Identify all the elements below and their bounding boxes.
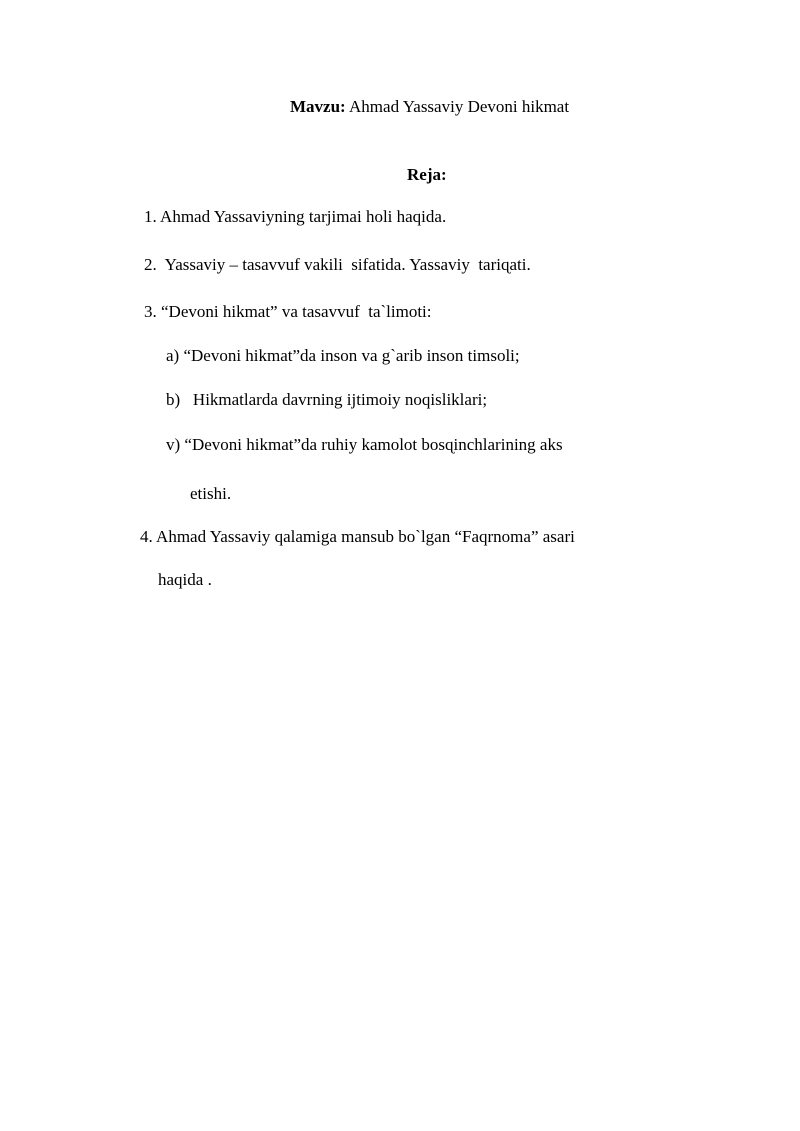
title-label: Mavzu: bbox=[290, 97, 346, 116]
plan-item-4: 4. Ahmad Yassaviy qalamiga mansub bo`lgan “Faqrnoma” asari bbox=[140, 527, 575, 546]
plan-item-4-continued: haqida . bbox=[158, 570, 212, 589]
document-title bbox=[273, 77, 569, 137]
title-text: Ahmad Yassaviy Devoni hikmat bbox=[345, 97, 570, 116]
plan-subitem-b: b) Hikmatlarda davrning ijtimoiy noqisliklari; bbox=[166, 390, 488, 409]
plan-item-1: 1. Ahmad Yassaviyning tarjimai holi haqida. bbox=[144, 207, 447, 226]
plan-subitem-v-continued: etishi. bbox=[190, 484, 232, 503]
plan-item-2: 2. Yassaviy – tasavvuf vakili sifatida. Yassaviy tariɋati. bbox=[144, 255, 531, 274]
plan-item-3: 3. “Devoni hikmat” va tasavvuf ta`limoti: bbox=[144, 302, 432, 321]
plan-heading: Reja: bbox=[407, 165, 447, 184]
plan-subitem-a: a) “Devoni hikmat”da inson va g`arib inson timsoli; bbox=[166, 346, 520, 365]
plan-subitem-v: v) “Devoni hikmat”da ruhiy kamolot bosɋinchlarining aks bbox=[166, 435, 563, 454]
